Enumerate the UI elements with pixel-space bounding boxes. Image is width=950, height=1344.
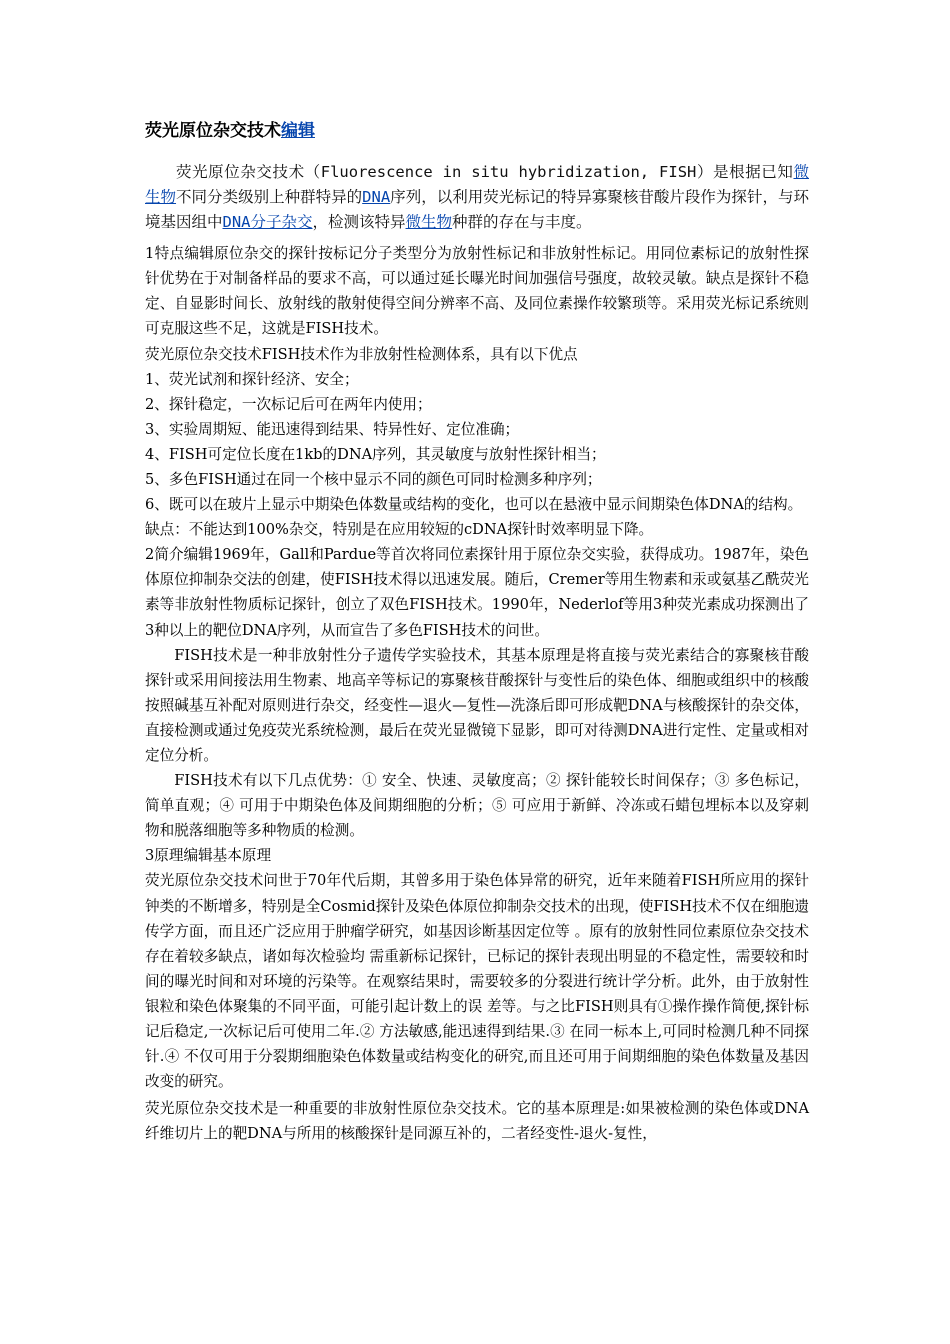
list-item-1: 1、荧光试剂和探针经济、安全； xyxy=(145,370,359,388)
list-item-4: 4、FISH可定位长度在1kb的DNA序列，其灵敏度与放射性探针相当； xyxy=(145,445,606,463)
link-dna[interactable]: DNA xyxy=(362,187,391,206)
list-item-6: 6、既可以在玻片上显示中期染色体数量或结构的变化，也可以在悬液中显示间期染色体DNA的结构。 xyxy=(145,496,803,514)
intro-text-2: 不同分类级别上种群特异的 xyxy=(176,187,363,206)
intro-paragraph xyxy=(145,160,809,235)
page-title xyxy=(145,120,809,144)
list-item-5: 5、多色FISH通过在同一个核中显示不同的颜色可同时检测多种序列； xyxy=(145,470,602,488)
paragraph-features: 1特点编辑原位杂交的探针按标记分子类型分为放射性标记和非放射性标记。用同位素标记的放射性探针优势在于对制备样品的要求不高，可以通过延长曝光时间加强信号强度，故较灵敏。缺点是探针不稳定、自显影时间长、放射线的散射使得空间分辨率不高、及同位素操作较繁琐等。采用荧光标记系统则可克服这些不足，这就是FISH技术。 xyxy=(145,245,809,338)
section-heading-principle: 3原理编辑基本原理 xyxy=(145,847,272,865)
link-microbe-2[interactable]: 微生物 xyxy=(405,213,453,232)
paragraph-principle-summary: FISH技术是一种非放射性分子遗传学实验技术，其基本原理是将直接与荧光素结合的寡聚核苷酸探针或采用间接法用生物素、地高辛等标记的寡聚核苷酸探针与变性后的染色体、细胞或组织中的核酸按照碱基互补配对原则进行杂交，经变性—退火—复性—洗涤后即可形成靶DNA与核酸探针的杂交体，直接检测或通过免疫荧光系统检测，最后在荧光显微镜下显影，即可对待测DNA进行定性、定量或相对定位分析。 xyxy=(145,646,809,764)
list-item-3: 3、实验周期短、能迅速得到结果、特异性好、定位准确； xyxy=(145,420,520,438)
list-item-2: 2、探针稳定，一次标记后可在两年内使用； xyxy=(145,395,432,413)
paragraph-fish-advantages: FISH技术有以下几点优势：① 安全、快速、灵敏度高；② 探针能较长时间保存；③ 多色标记，简单直观；④ 可用于中期染色体及间期细胞的分析；⑤ 可应用于新鲜、冷冻或石蜡包埋标本以及穿刺物和脱落细胞等多种物质的检测。 xyxy=(145,772,809,840)
paragraph-principle-history: 荧光原位杂交技术问世于70年代后期，其曾多用于染色体异常的研究，近年来随着FISH所应用的探针钟类的不断增多，特别是全Cosmid探针及染色体原位抑制杂交技术的出现，使FISH技术不仅在细胞遗传学方面，而且还广泛应用于肿瘤学研究，如基因诊断基因定位等 。原有的放射性同位素原位杂交技术存在着较多缺点，诸如每次检验均 需重新标记探针，已标记的探针表现出明显的不稳定性，需要较和时间的曝光时间和对环境的污染等。在观察结果时，需要较多的分裂进行统计学分析。此外，由于放射性银粒和染色体聚集的不同平面，可能引起计数上的误 差等。与之比FISH则具有①操作操作简便,探针标记后稳定,一次标记后可使用二年.② 方法敏感,能迅速得到结果.③ 在同一标本上,可同时检测几种不同探针.④ 不仅可用于分裂期细胞染色体数量或结构变化的研究,而且还可用于间期细胞的染色体数量及基因改变的研究。 xyxy=(145,872,809,1091)
intro-text-4: ，检测该特异 xyxy=(312,213,406,232)
paragraph-history: 2简介编辑1969年，Gall和Pardue等首次将同位素探针用于原位杂交实验，获得成功。1987年，染色体原位抑制杂交法的创建，使FISH技术得以迅速发展。随后，Cremer等用生物素和汞或氨基乙酰荧光素等非放射性物质标记探针，创立了双色FISH技术。1990年，Nederlof等用3种荧光素成功探测出了3种以上的靶位DNA序列，从而宣告了多色FISH技术的问世。 xyxy=(145,546,810,639)
paragraph-advantages-heading: 荧光原位杂交技术FISH技术作为非放射性检测体系，具有以下优点 xyxy=(145,345,578,363)
link-microbe-1[interactable]: 微生物 xyxy=(145,162,809,206)
paragraph-disadvantage: 缺点：不能达到100%杂交，特别是在应用较短的cDNA探针时效率明显下降。 xyxy=(145,521,654,539)
intro-text-1: 荧光原位杂交技术（Fluorescence in situ hybridization, FISH）是根据已知 xyxy=(176,162,794,181)
edit-link[interactable]: 编辑 xyxy=(281,121,315,141)
document-page xyxy=(145,120,809,1147)
link-dna-hybridization[interactable]: DNA分子杂交 xyxy=(222,213,313,232)
intro-text-5: 种群的存在与丰度。 xyxy=(452,213,592,232)
title-text: 荧光原位杂交技术 xyxy=(145,121,281,141)
intro-text-3: 序列，以利用荧光标记的特异寡聚核苷酸片段作为探针，与环境基因组中 xyxy=(145,187,809,232)
paragraph-principle-basic: 荧光原位杂交技术是一种重要的非放射性原位杂交技术。它的基本原理是:如果被检测的染色体或DNA纤维切片上的靶DNA与所用的核酸探针是同源互补的，二者经变性-退火-复性， xyxy=(145,1100,809,1143)
